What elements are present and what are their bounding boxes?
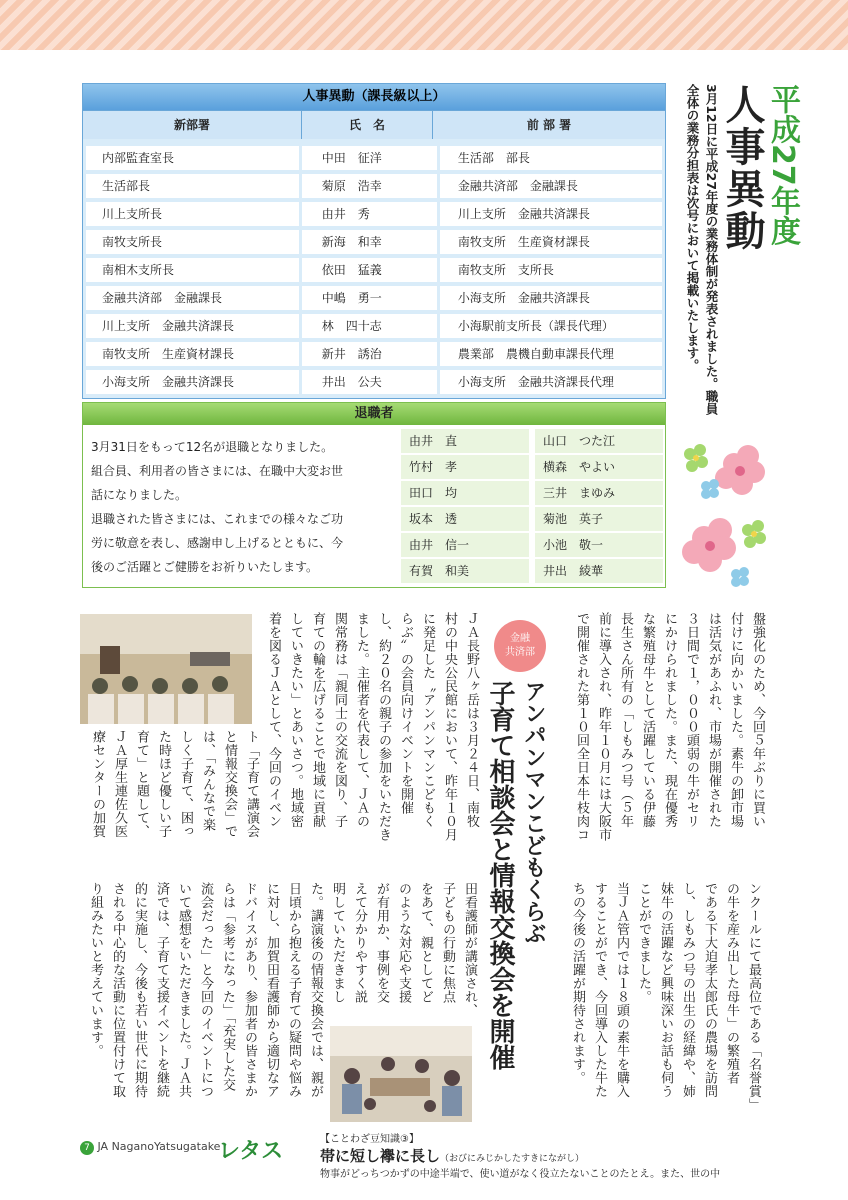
- table-row: [86, 342, 662, 366]
- retiree-name: 由井 直: [401, 429, 529, 453]
- article-line: 日頃から抱える子育ての疑問や悩み: [286, 882, 301, 1098]
- retiree-name: 井出 綾華: [535, 559, 663, 583]
- article-line: にかけられました。また、現在優秀: [662, 612, 677, 828]
- article-line: することができ、今回導入した牛た: [592, 882, 607, 1098]
- headline-title: 人事異動: [719, 84, 765, 252]
- table-row: [86, 230, 662, 254]
- personnel-table-title: 人事異動（課長級以上）: [83, 84, 665, 110]
- name-cell: 林 四十志: [302, 314, 437, 338]
- personnel-table-header: [83, 110, 665, 139]
- retiree-name: 三井 まゆみ: [535, 481, 663, 505]
- table-row: [86, 146, 662, 170]
- article-line: しく子育て、困っ: [178, 730, 193, 838]
- new-dept-cell: 小海支所 金融共済課長: [86, 370, 299, 394]
- article-line: に対し、加賀田看護師から適切なア: [264, 882, 279, 1098]
- new-dept-cell: 川上支所長: [86, 202, 299, 226]
- prev-dept-cell: 小海駅前支所長（課長代理）: [440, 314, 662, 338]
- article-line: し、しもみつ号の出生の経緯や、姉: [680, 882, 695, 1098]
- prev-dept-cell: 小海支所 金融共済課長: [440, 286, 662, 310]
- retiree-name: 有賀 和美: [401, 559, 529, 583]
- article-line: し、約２０名の親子の参加をいただき: [376, 612, 391, 842]
- header-prev-dept: 前 部 署: [526, 118, 572, 132]
- article-line: される中心的な活動に位置付けて取: [110, 882, 125, 1098]
- name-cell: 由井 秀: [302, 202, 437, 226]
- header-name: 氏 名: [301, 111, 433, 139]
- article-line: いて感想をいただきました。ＪＡ共: [176, 882, 191, 1098]
- event-photo-lecture: [80, 614, 252, 724]
- retirees-message-line: 労に敬意を表し、感謝申し上げるとともに、今: [91, 536, 344, 550]
- retiree-name: 横森 やよい: [535, 455, 663, 479]
- page-number: 7: [80, 1141, 94, 1155]
- article-line: 妹牛の活躍など興味深いお話も伺う: [658, 882, 673, 1098]
- article-line: た。講演後の情報交換会では、親が: [308, 882, 323, 1098]
- article-cattle-top: [570, 612, 768, 874]
- article-line: ３日間で１，０００頭弱の牛がセリ: [684, 612, 699, 828]
- retiree-name: 山口 つた江: [535, 429, 663, 453]
- prev-dept-cell: 生活部 部長: [440, 146, 662, 170]
- article-line: 明していただきまし: [330, 882, 345, 1004]
- article-line: ことができました。: [636, 882, 651, 1004]
- article-line: ＪＡ長野八ヶ岳は３月２４日、南牧: [464, 612, 479, 828]
- article-line: 当ＪＡ管内では１８頭の素牛を購入: [614, 882, 629, 1098]
- name-cell: 中嶋 勇一: [302, 286, 437, 310]
- article-line: である下大迫孝太郎氏の農場を訪問: [702, 882, 717, 1098]
- article-title-sub: 子育て相談会と情報交換会を開催: [485, 680, 515, 1070]
- prev-dept-cell: 金融共済部 金融課長: [440, 174, 662, 198]
- retiree-name: 菊池 英子: [535, 507, 663, 531]
- article-line: 着を図るＪＡとして、今回のイベン: [266, 612, 281, 828]
- article-line: 関常務は「親同士の交流を図り、子: [332, 612, 347, 828]
- kotowaza-reading: （おびにみじかしたすきにながし）: [440, 1154, 585, 1164]
- new-dept-cell: 生活部長: [86, 174, 299, 198]
- article-line: らぶ〟の会員向けイベントを開催: [398, 612, 413, 815]
- article-line: 長生さん所有の「しもみつ号（５年: [618, 612, 633, 828]
- article-line: のような対応や支援: [396, 882, 411, 1004]
- article-line: 育ての輪を広げることで地域に貢献: [310, 612, 325, 828]
- new-dept-cell: 南牧支所長: [86, 230, 299, 254]
- footer-brand-text: JA NaganoYatsugatake: [97, 1140, 221, 1153]
- article-line: は活気があふれ、市場が開催された: [706, 612, 721, 828]
- kotowaza-section: [320, 1132, 840, 1183]
- article-line: 前に導入され、昨年１０月には大阪市: [596, 612, 611, 842]
- retirees-message-line: 話になりました。: [91, 488, 188, 502]
- article-line: 盤強化のため、今回５年ぶりに買い: [750, 612, 765, 828]
- table-row: [86, 258, 662, 282]
- kotowaza-label: 【ことわざ豆知識③】: [320, 1134, 419, 1145]
- intro-text: 3月12日に平成27年度の業務体制が発表されました。職員全体の業務分担表は次号において掲載いたします。: [685, 84, 719, 415]
- name-cell: 新海 和幸: [302, 230, 437, 254]
- name-cell: 菊原 浩幸: [302, 174, 437, 198]
- article-line: は、「みんなで楽: [200, 730, 215, 832]
- retiree-name: 田口 均: [401, 481, 529, 505]
- retirees-message-line: 組合員、利用者の皆さまには、在職中大変お世: [91, 464, 344, 478]
- retirees-title: 退職者: [83, 403, 665, 425]
- article-line: 療センターの加賀: [90, 730, 105, 838]
- header-new-dept: 新部署: [173, 118, 210, 132]
- article-line: していきたい」とあいさつ。地域密: [288, 612, 303, 828]
- new-dept-cell: 金融共済部 金融課長: [86, 286, 299, 310]
- brand-logo: レタス: [218, 1139, 284, 1164]
- article-title-main: アンパンマンこどもくらぶ: [521, 680, 546, 944]
- name-cell: 新井 誘治: [302, 342, 437, 366]
- article-line: ＪＡ厚生連佐久医: [112, 730, 127, 838]
- headline-year: 平成27年度: [765, 84, 800, 246]
- retiree-name: 坂本 透: [401, 507, 529, 531]
- table-row: [86, 286, 662, 310]
- article-line: 村の中央公民館において、昨年１０月: [442, 612, 457, 842]
- page-footer: [80, 1140, 220, 1155]
- personnel-table: [82, 83, 666, 399]
- article-line: をあて、親としてど: [418, 882, 433, 1004]
- article-cattle-bottom: [566, 882, 764, 1122]
- article-line: で開催された第１０回全日本牛枝肉コ: [574, 612, 589, 842]
- top-decorative-band: [0, 0, 848, 50]
- article-line: 済では、子育て支援イベントを継続: [154, 882, 169, 1098]
- retiree-name: 竹村 孝: [401, 455, 529, 479]
- dept-badge: 金融 共済部: [494, 620, 546, 672]
- retirees-box: [82, 402, 666, 588]
- article-line: 子どもの行動に焦点: [440, 882, 455, 1004]
- article-line: ト「子育て講演会: [244, 730, 259, 838]
- article-line: 流会だった」と今回のイベントにつ: [198, 882, 213, 1098]
- retirees-message-line: 3月31日をもって12名が退職となりました。: [91, 440, 334, 454]
- flower-decoration-icon: [676, 426, 772, 596]
- prev-dept-cell: 農業部 農機自動車課長代理: [440, 342, 662, 366]
- article-line: 付けに向かいました。素牛の卸市場: [728, 612, 743, 828]
- prev-dept-cell: 川上支所 金融共済課長: [440, 202, 662, 226]
- retirees-message-line: 退職された皆さまには、これまでの様々なご功: [91, 512, 344, 526]
- table-row: [86, 314, 662, 338]
- article-line: ンクールにて最高位である「名誉賞」: [746, 882, 761, 1112]
- table-row: [86, 202, 662, 226]
- prev-dept-cell: 小海支所 金融共済課長代理: [440, 370, 662, 394]
- article-line: ました。主催者を代表して、ＪＡの: [354, 612, 369, 828]
- retirees-message: [91, 435, 391, 579]
- name-cell: 依田 猛義: [302, 258, 437, 282]
- kotowaza-title: 帯に短し襷に長し（おびにみじかしたすきにながし）: [320, 1147, 585, 1165]
- article-line: 田看護師が講演され、: [462, 882, 477, 1017]
- headline: [719, 84, 802, 252]
- article-line: た時ほど優しい子: [156, 730, 171, 838]
- article-line: らは「参考になった」「充実した交: [220, 882, 235, 1092]
- kotowaza-text: 物事がどっちつかずの中途半端で、使い道がなく役立たないことのたとえ。また、世の中: [320, 1169, 721, 1180]
- article-line: り組みたいと考えています。: [88, 882, 103, 1058]
- event-photo-discussion: [330, 1026, 472, 1122]
- new-dept-cell: 内部監査室長: [86, 146, 299, 170]
- table-row: [86, 370, 662, 394]
- article-line: えて分かりやすく説: [352, 882, 367, 1004]
- personnel-table-body: [83, 139, 665, 398]
- table-row: [86, 174, 662, 198]
- article-line: 的に実施し、今後も若い世代に期待: [132, 882, 147, 1098]
- name-cell: 中田 征洋: [302, 146, 437, 170]
- article-line: 育て」と題して、: [134, 730, 149, 838]
- retiree-name: 小池 敬一: [535, 533, 663, 557]
- article-line: ちの今後の活躍が期待されます。: [570, 882, 585, 1085]
- prev-dept-cell: 南牧支所 支所長: [440, 258, 662, 282]
- retiree-name: 由井 信一: [401, 533, 529, 557]
- article-line: の牛を産み出した母牛」の繁殖者: [724, 882, 739, 1085]
- article-line: な繁殖母牛として活躍している伊藤: [640, 612, 655, 828]
- prev-dept-cell: 南牧支所 生産資材課長: [440, 230, 662, 254]
- retirees-message-line: 後のご活躍とご健勝をお祈りいたします。: [91, 560, 319, 574]
- new-dept-cell: 南相木支所長: [86, 258, 299, 282]
- article-line: と情報交換会」で: [222, 730, 237, 838]
- article-line: が有用か、事例を交: [374, 882, 389, 1004]
- name-cell: 井出 公夫: [302, 370, 437, 394]
- new-dept-cell: 川上支所 金融共済課長: [86, 314, 299, 338]
- new-dept-cell: 南牧支所 生産資材課長: [86, 342, 299, 366]
- article-line: に発足した〝アンパンマンこどもく: [420, 612, 435, 828]
- article-line: ドバイスがあり、参加者の皆さまか: [242, 882, 257, 1098]
